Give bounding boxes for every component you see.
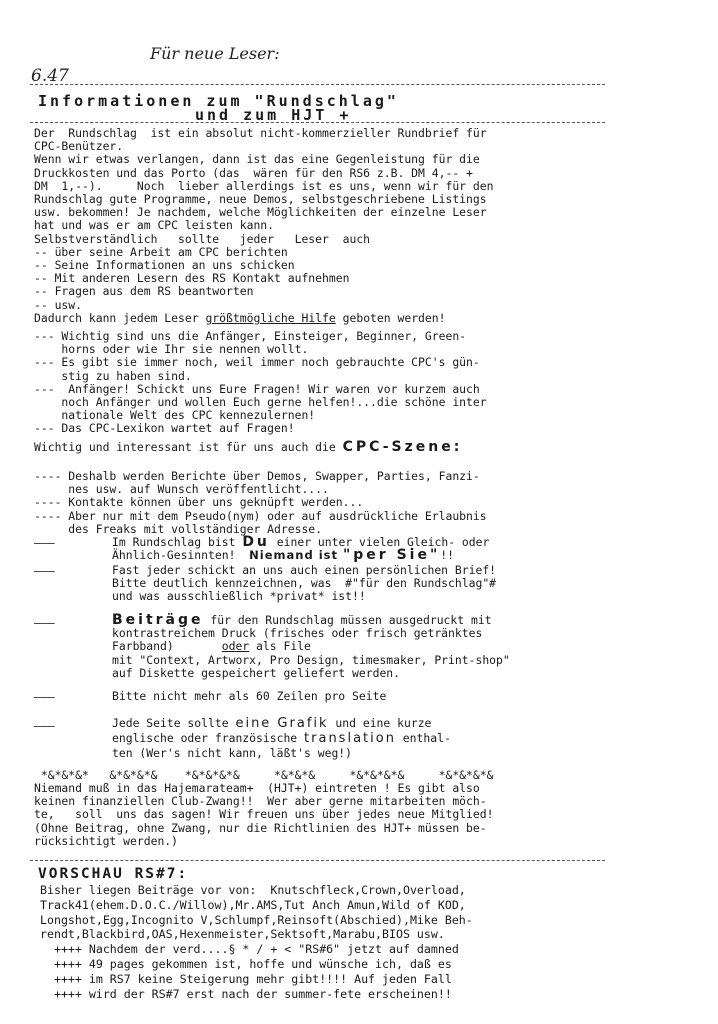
- preview-rule: [30, 860, 605, 861]
- scene-line: nes usw. auf Wunsch veröffentlicht....: [34, 482, 329, 497]
- intro-list-item: -- Fragen aus dem RS beantworten: [34, 284, 254, 299]
- beginners-line: nationale Welt des CPC kennezulernen!: [34, 408, 316, 423]
- scene-line: und was ausschließlich *privat* ist!!: [112, 589, 366, 604]
- dash-marker: ———: [34, 690, 55, 704]
- contrib-line: für den Rundschlag müssen ausgedruckt mit: [203, 613, 492, 627]
- beginners-line: stig zu haben sind.: [34, 368, 192, 383]
- intro-line: geboten werden!: [335, 310, 446, 325]
- intro-line: DM 1,--). Noch lieber allerdings ist es uns, wenn wir für den: [34, 178, 494, 193]
- intro-section: [34, 127, 604, 325]
- intro-list-item: -- Seine Informationen an uns schicken: [34, 258, 295, 273]
- title-rule: [30, 122, 605, 123]
- contrib-heading: Beiträge: [112, 612, 204, 628]
- intro-line: hat und was er am CPC leisten kann.: [34, 218, 275, 233]
- preview-line: Track41(ehem.D.O.C./Willow),Mr.AMS,Tut Anch Amun,Wild of KOD,: [40, 897, 466, 912]
- emphasis-du: Du: [242, 534, 270, 550]
- scene-line: Fast jeder schickt an uns auch einen persönlichen Brief!: [112, 563, 497, 577]
- scene-line: ---- Kontakte können über uns geknüpft werden...: [34, 495, 364, 510]
- contrib-line: Jede Seite sollte: [112, 716, 236, 730]
- scene-line: !!: [440, 548, 454, 563]
- beginners-line: horns oder wie Ihr sie nennen wollt.: [34, 342, 309, 357]
- intro-line: CPC-Benützer.: [34, 139, 124, 154]
- beginners-line: --- Das CPC-Lexikon wartet auf Fragen!: [34, 421, 295, 436]
- intro-line: Selbstverständlich sollte jeder Leser auch: [34, 231, 371, 246]
- preview-line: ++++ Nachdem der verd....§ * / + < "RS#6" jetzt auf damned: [40, 942, 459, 957]
- scene-lead: [34, 441, 604, 454]
- emphasis-per-sie: "per Sie": [342, 547, 441, 564]
- scene-du-block: [112, 536, 489, 562]
- team-line: rücksichtigt werden.): [34, 833, 179, 848]
- intro-list-item: -- Mit anderen Lesern des RS Kontakt aufnehmen: [34, 271, 350, 286]
- team-line: keinen finanziellen Club-Zwang!! Wer aber gerne mitarbeiten möch-: [34, 794, 487, 809]
- title-line-1: Informationen zum "Rundschlag": [38, 92, 399, 110]
- contrib-line: Farbband): [112, 639, 222, 654]
- dash-marker: ———: [34, 536, 55, 550]
- scene-line: Bitte deutlich kennzeichnen, was #"für den Rundschlag"#: [112, 576, 497, 591]
- scene-list: [34, 470, 604, 536]
- emphasis-niemand: Niemand ist: [249, 548, 343, 563]
- emphasis-eine-grafik: eine Grafik: [235, 716, 329, 731]
- scene-line: ---- Deshalb werden Berichte über Demos, Swapper, Parties, Fanzi-: [34, 469, 480, 483]
- preview-line: ++++ wird der RS#7 erst nach der summer-fete erscheinen!!: [40, 986, 452, 1001]
- dash-marker: ———: [34, 564, 55, 578]
- beginners-line: --- Es gibt sie immer noch, weil immer noch gebrauchte CPC's gün-: [34, 355, 480, 370]
- intro-line: Wenn wir etwas verlangen, dann ist das eine Gegenleistung für die: [34, 152, 480, 167]
- intro-line: Der Rundschlag ist ein absolut nicht-kommerzieller Rundbrief für: [34, 126, 487, 140]
- scene-line: einer unter vielen Gleich- oder: [269, 535, 490, 549]
- top-rule: [30, 84, 605, 85]
- preview-line: rendt,Blackbird,OAS,Hexenmeister,Sektsoft,Marabu,BIOS usw.: [40, 927, 445, 942]
- contrib-line: kontrastreichem Druck (frisches oder frisch getränktes: [112, 626, 483, 641]
- underlined-phrase: größtmögliche Hilfe: [205, 310, 336, 325]
- intro-line: Rundschlag gute Programme, neue Demos, selbstgeschriebene Listings: [34, 192, 487, 207]
- beginners-line: --- Wichtig sind uns die Anfänger, Einsteiger, Beginner, Green-: [34, 329, 467, 343]
- team-line: (Ohne Beitrag, ohne Zwang, nur die Richtlinien des HJT+ müssen be-: [34, 820, 487, 835]
- scene-line: Ähnlich-Gesinnten!: [112, 548, 250, 563]
- beginners-section: [34, 330, 604, 436]
- intro-list-item: -- über seine Arbeit am CPC berichten: [34, 244, 288, 259]
- intro-line: usw. bekommen! Je nachdem, welche Möglichkeiten der einzelne Leser: [34, 205, 487, 220]
- dash-marker: ———: [34, 616, 55, 630]
- contrib-line: mit "Context, Artworx, Pro Design, timesmaker, Print-shop": [112, 652, 510, 667]
- beginners-line: --- Anfänger! Schickt uns Eure Fragen! Wir waren vor kurzem auch: [34, 381, 480, 396]
- contrib-line: auf Diskette gespeichert geliefert werden.: [112, 665, 401, 680]
- scene-line: Im Rundschlag bist: [112, 535, 243, 549]
- team-section: [34, 782, 604, 848]
- beginners-line: noch Anfänger und wollen Euch gerne helfen!...die schöne inter: [34, 395, 487, 410]
- contrib-block: [112, 614, 510, 680]
- preview-line: Bisher liegen Beiträge vor von: Knutschfleck,Crown,Overload,: [40, 883, 466, 897]
- contrib-graphic-block: [112, 716, 451, 760]
- scene-letter-block: [112, 564, 496, 604]
- star-divider: *&*&*&* &*&*&*& *&*&*&*& *&*&*& *&*&*&*& *&*&*&*&: [34, 768, 494, 782]
- contrib-line: als File: [249, 639, 311, 654]
- scene-line: ---- Aber nur mit dem Pseudo(nym) oder auf ausdrückliche Erlaubnis: [34, 508, 487, 523]
- preview-line: ++++ im RS7 keine Steigerung mehr gibt!!!! Auf jeden Fall: [40, 971, 452, 986]
- contrib-line: und eine kurze: [328, 716, 432, 730]
- title-line-2: und zum HJT +: [195, 106, 352, 124]
- scene-line: des Freaks mit vollständiger Adresse.: [34, 521, 323, 536]
- intro-line: Druckkosten und das Porto (das wären für den RS6 z.B. DM 4,-- +: [34, 165, 473, 180]
- contrib-line: enthal-: [395, 731, 451, 745]
- underlined-oder: oder: [221, 639, 250, 654]
- handwritten-note: Für neue Leser:: [150, 44, 280, 63]
- handwritten-page-number: 6.47: [31, 66, 69, 86]
- preview-line: ++++ 49 pages gekommen ist, hoffe und wünsche ich, daß es: [40, 956, 452, 971]
- scene-lead-text: Wichtig und interessant ist für uns auch die: [34, 440, 343, 454]
- team-line: Niemand muß in das Hajemarateam+ (HJT+) eintreten ! Es gibt also: [34, 781, 480, 795]
- contrib-line-limit: Bitte nicht mehr als 60 Zeilen pro Seite: [112, 689, 387, 703]
- emphasis-translation: translation: [304, 731, 396, 746]
- contrib-line: englische oder französische: [112, 731, 305, 745]
- preview-section: [40, 883, 600, 1001]
- dash-marker: ———: [34, 719, 55, 733]
- preview-title: VORSCHAU RS#7:: [38, 866, 189, 882]
- contrib-line: ten (Wer's nicht kann, läßt's weg!): [112, 746, 353, 760]
- scene-heading: CPC-Szene:: [342, 439, 463, 455]
- preview-line: Longshot,Egg,Incognito V,Schlumpf,Reinsoft(Abschied),Mike Beh-: [40, 912, 473, 927]
- team-line: te, soll uns das sagen! Wir freuen uns über jedes neue Mitglied!: [34, 807, 494, 822]
- intro-list-item: -- usw.: [34, 297, 83, 312]
- intro-line: Dadurch kann jedem Leser: [34, 310, 206, 325]
